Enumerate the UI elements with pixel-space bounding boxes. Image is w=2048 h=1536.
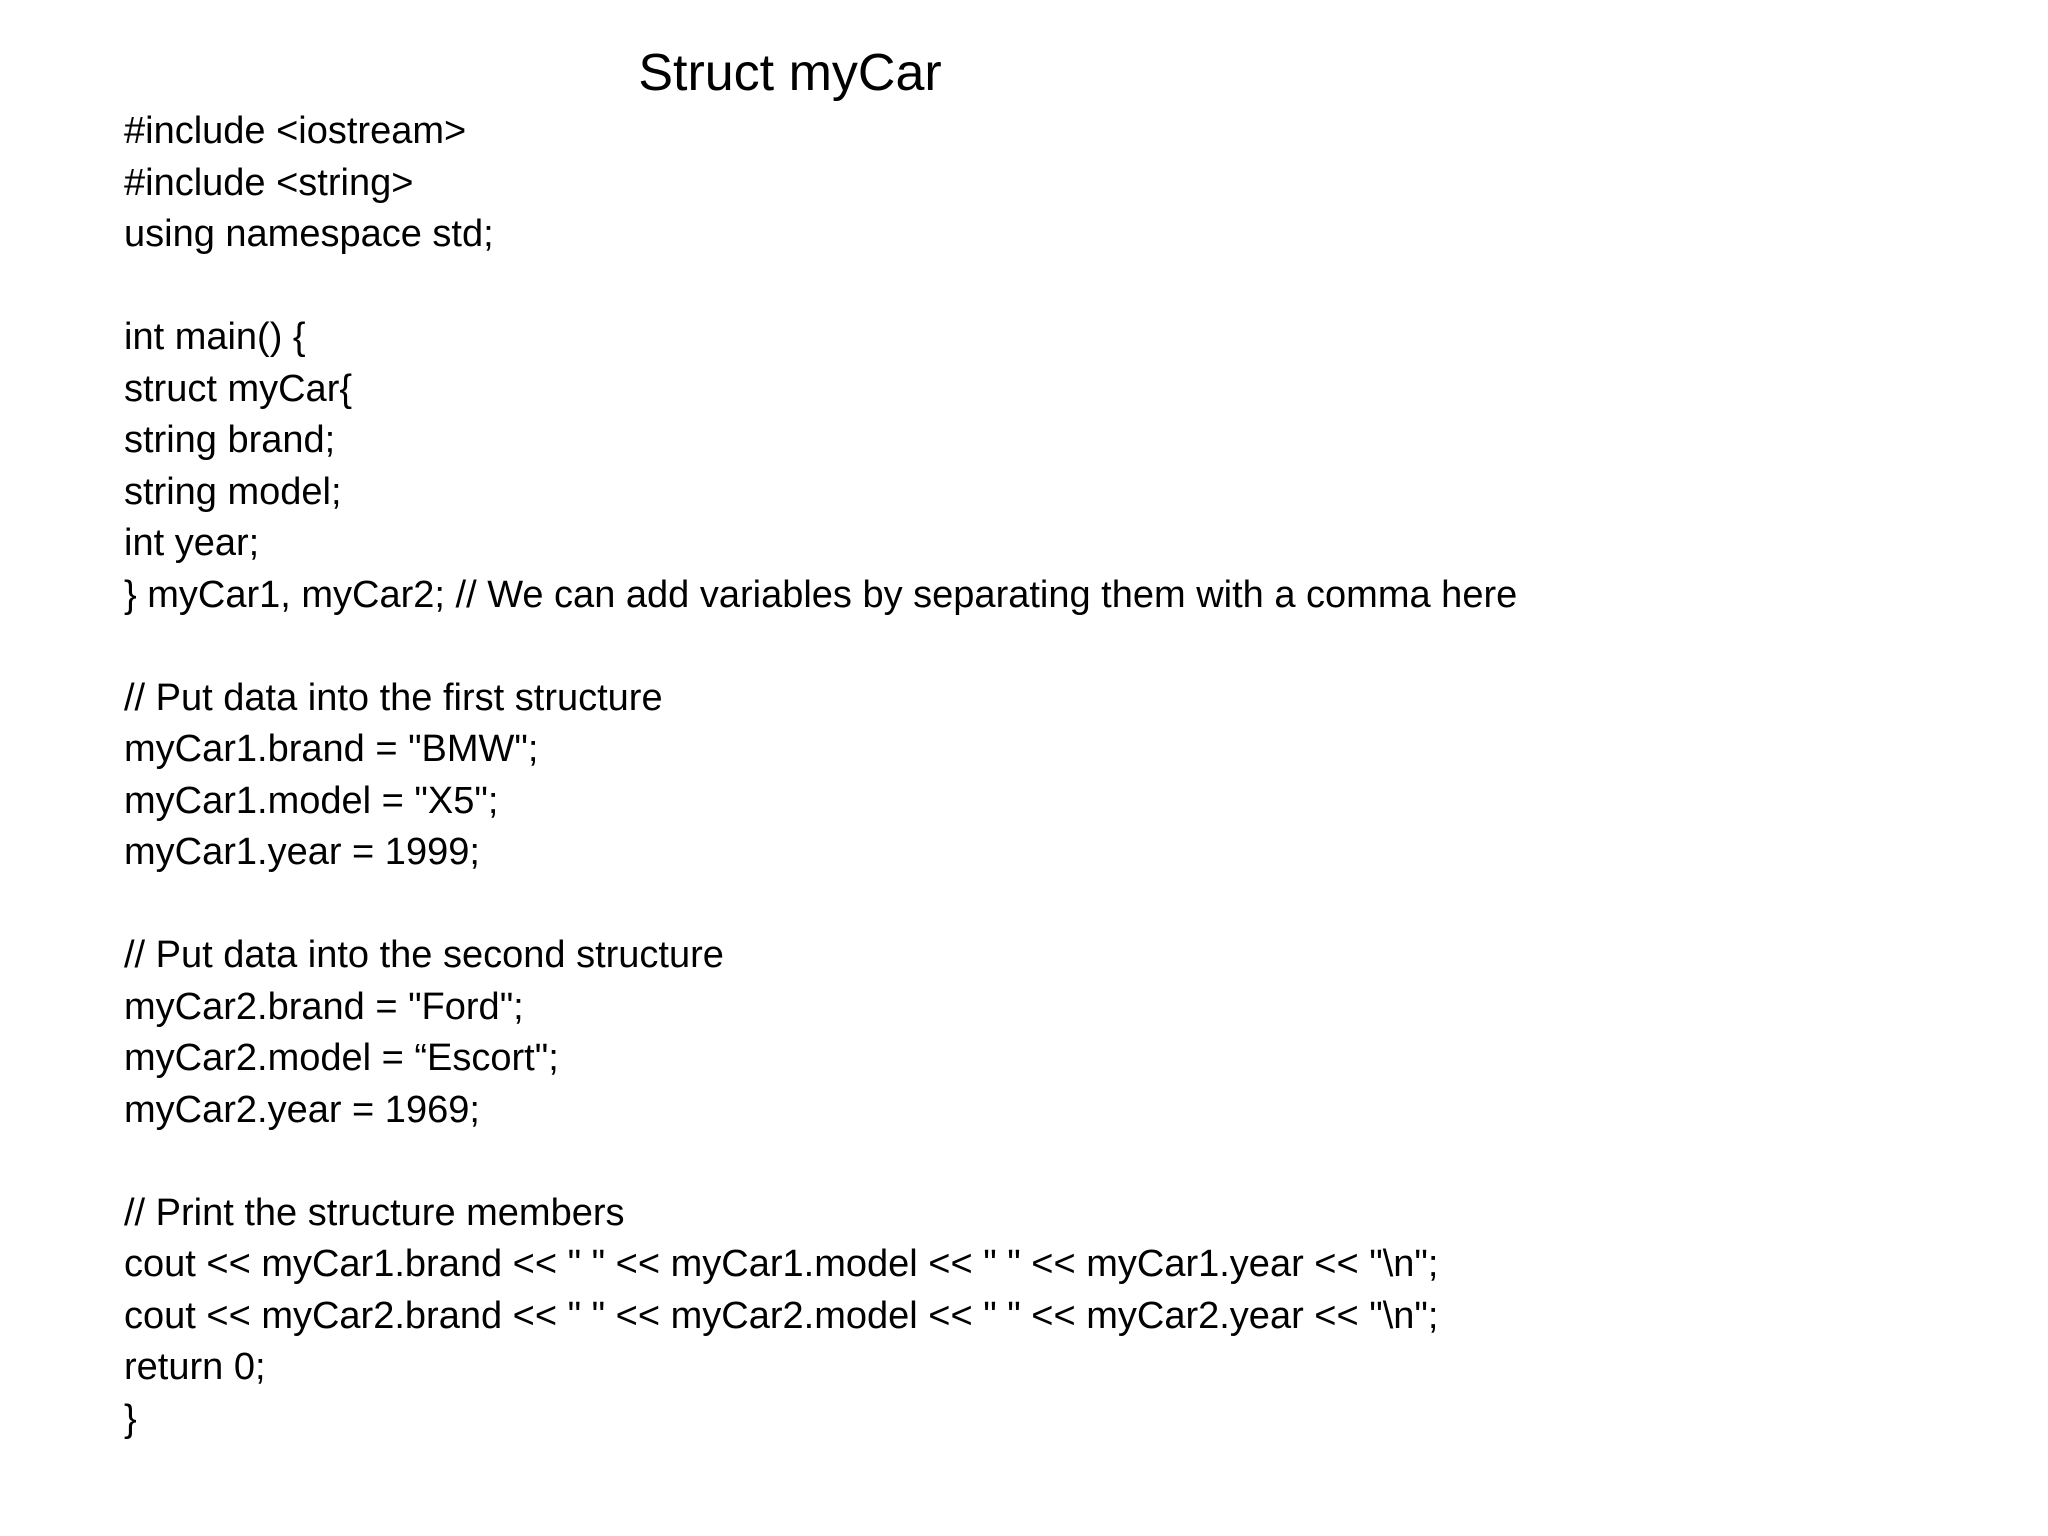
code-line: // Print the structure members	[124, 1191, 625, 1234]
code-line: myCar1.year = 1999;	[124, 831, 480, 873]
code-line: myCar2.model = “Escort";	[124, 1037, 559, 1079]
code-line: // Put data into the second structure	[124, 934, 724, 976]
code-line: }	[124, 1397, 137, 1440]
code-line: // Put data into the first structure	[124, 676, 663, 719]
code-line: int main() {	[124, 316, 306, 358]
code-line: cout << myCar1.brand << " " << myCar1.model << " " << myCar1.year << "\n";	[124, 1243, 1439, 1285]
code-line: string brand;	[124, 419, 336, 461]
code-block	[124, 106, 2004, 1445]
code-line: myCar2.year = 1969;	[124, 1088, 480, 1131]
code-line: #include <iostream>	[124, 110, 467, 152]
code-line: myCar1.brand = "BMW";	[124, 728, 539, 770]
code-line: string model;	[124, 470, 342, 513]
code-line: myCar2.brand = "Ford";	[124, 985, 524, 1028]
code-line: } myCar1, myCar2; // We can add variables by separating them with a comma here	[124, 573, 1518, 616]
code-line: int year;	[124, 522, 260, 564]
code-line	[124, 261, 2004, 313]
slide-title: Struct myCar	[638, 44, 942, 102]
code-line: using namespace std;	[124, 213, 494, 255]
code-line	[124, 621, 2004, 673]
code-line	[124, 1136, 2004, 1188]
code-line: cout << myCar2.brand << " " << myCar2.model << " " << myCar2.year << "\n";	[124, 1294, 1439, 1337]
code-line	[124, 879, 2004, 931]
code-line: return 0;	[124, 1346, 266, 1388]
code-line: myCar1.model = "X5";	[124, 779, 499, 822]
code-line: #include <string>	[124, 161, 414, 204]
code-line: struct myCar{	[124, 367, 353, 410]
